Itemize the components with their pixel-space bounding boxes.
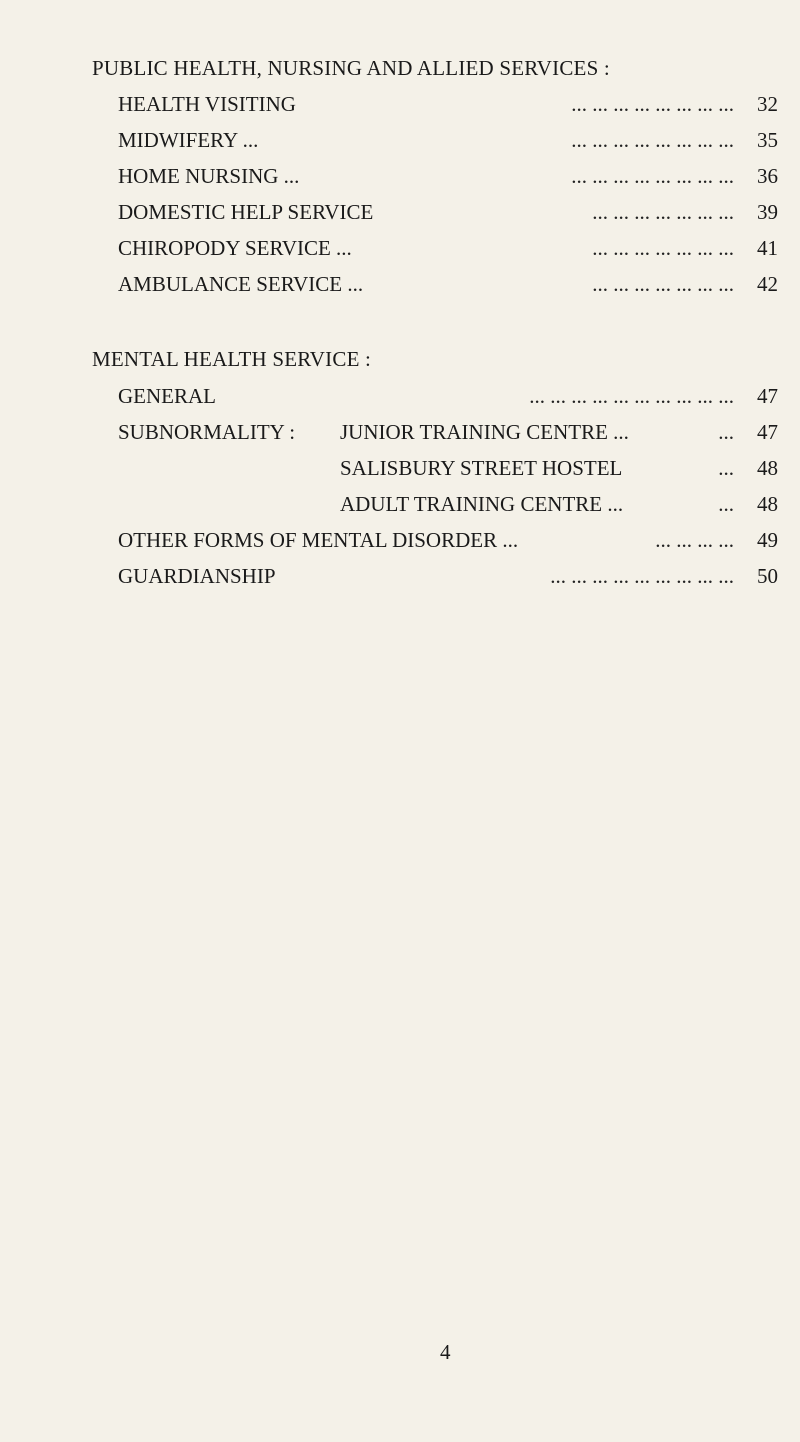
toc-entry-home-nursing bbox=[118, 164, 778, 194]
toc-leader-dots: ... ... ... ... ... ... ... ... ... bbox=[550, 564, 734, 588]
toc-entry-midwifery bbox=[118, 128, 778, 158]
toc-entry-label: GUARDIANSHIP bbox=[118, 564, 276, 588]
section-heading-mental-health: MENTAL HEALTH SERVICE : bbox=[92, 347, 372, 371]
toc-entry-label: MIDWIFERY ... bbox=[118, 128, 259, 152]
toc-entry-salisbury-street-hostel bbox=[118, 456, 778, 486]
toc-entry-chiropody bbox=[118, 236, 778, 266]
toc-entry-sublabel: SALISBURY STREET HOSTEL bbox=[340, 456, 623, 480]
toc-page-number: 42 bbox=[757, 272, 778, 296]
toc-leader-dots: ... bbox=[718, 420, 734, 444]
toc-page-number: 41 bbox=[757, 236, 778, 260]
toc-leader-dots: ... bbox=[718, 492, 734, 516]
toc-leader-dots: ... ... ... ... ... ... ... bbox=[592, 272, 734, 296]
toc-leader-dots: ... ... ... ... ... ... ... bbox=[592, 200, 734, 224]
toc-entry-label: DOMESTIC HELP SERVICE bbox=[118, 200, 374, 224]
toc-page-number: 39 bbox=[757, 200, 778, 224]
toc-entry-label: AMBULANCE SERVICE ... bbox=[118, 272, 364, 296]
toc-entry-health-visiting bbox=[118, 92, 778, 122]
toc-entry-label: SUBNORMALITY : bbox=[118, 420, 296, 444]
toc-entry-junior-training-centre bbox=[118, 420, 778, 450]
toc-entry-general bbox=[118, 384, 778, 414]
toc-page-number: 49 bbox=[757, 528, 778, 552]
toc-entry-ambulance bbox=[118, 272, 778, 302]
toc-leader-dots: ... ... ... ... ... ... ... bbox=[592, 236, 734, 260]
toc-page-number: 36 bbox=[757, 164, 778, 188]
toc-entry-domestic-help bbox=[118, 200, 778, 230]
toc-entry-label: OTHER FORMS OF MENTAL DISORDER ... bbox=[118, 528, 519, 552]
toc-entry-label: HOME NURSING ... bbox=[118, 164, 300, 188]
toc-entry-guardianship bbox=[118, 564, 778, 594]
toc-page-number: 50 bbox=[757, 564, 778, 588]
toc-page-number: 32 bbox=[757, 92, 778, 116]
toc-entry-other-mental-disorder bbox=[118, 528, 778, 558]
toc-leader-dots: ... ... ... ... ... ... ... ... bbox=[571, 164, 734, 188]
toc-page-number: 47 bbox=[757, 420, 778, 444]
toc-entry-label: GENERAL bbox=[118, 384, 216, 408]
toc-page-number: 35 bbox=[757, 128, 778, 152]
footer-page-number: 4 bbox=[440, 1340, 451, 1364]
toc-leader-dots: ... ... ... ... ... ... ... ... ... ... bbox=[529, 384, 734, 408]
toc-leader-dots: ... ... ... ... ... ... ... ... bbox=[571, 128, 734, 152]
toc-entry-label: HEALTH VISITING bbox=[118, 92, 296, 116]
section-heading-public-health: PUBLIC HEALTH, NURSING AND ALLIED SERVICES : bbox=[92, 56, 610, 80]
toc-entry-adult-training-centre bbox=[118, 492, 778, 522]
toc-leader-dots: ... ... ... ... bbox=[655, 528, 734, 552]
toc-page-number: 48 bbox=[757, 456, 778, 480]
toc-page-number: 47 bbox=[757, 384, 778, 408]
toc-leader-dots: ... ... ... ... ... ... ... ... bbox=[571, 92, 734, 116]
toc-entry-sublabel: ADULT TRAINING CENTRE ... bbox=[340, 492, 624, 516]
toc-page-number: 48 bbox=[757, 492, 778, 516]
toc-entry-label: CHIROPODY SERVICE ... bbox=[118, 236, 352, 260]
toc-entry-sublabel: JUNIOR TRAINING CENTRE ... bbox=[340, 420, 629, 444]
toc-leader-dots: ... bbox=[718, 456, 734, 480]
